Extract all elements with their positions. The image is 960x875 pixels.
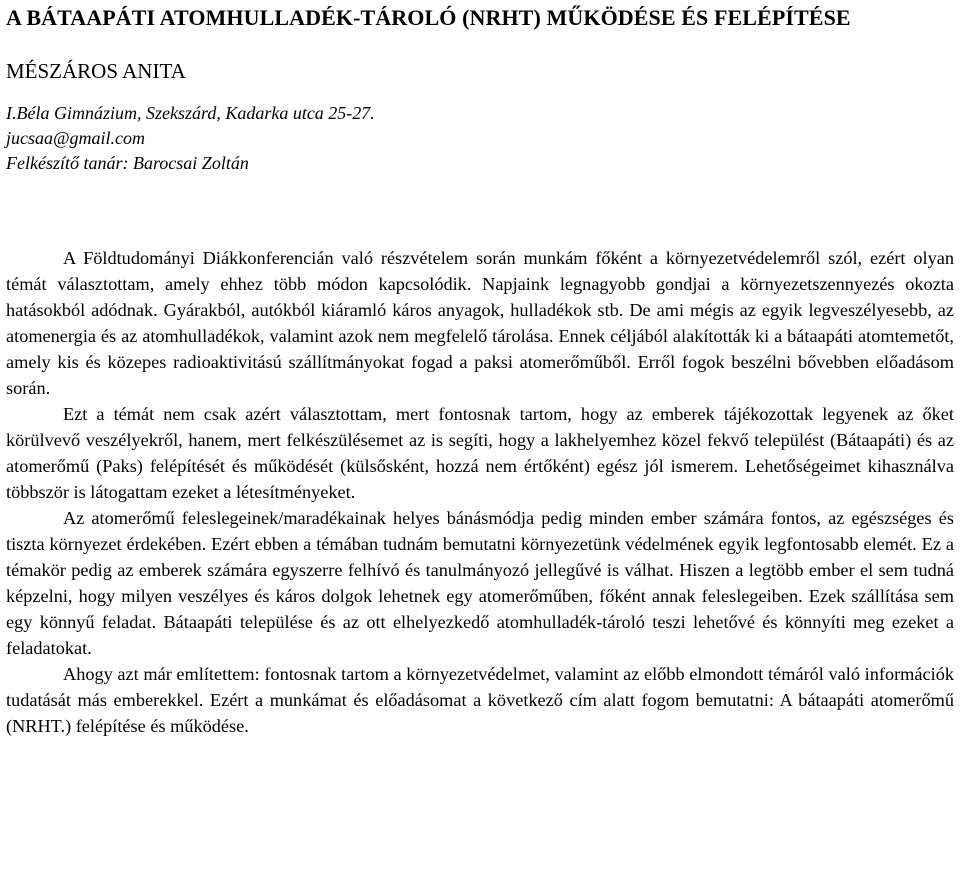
body-paragraph-3: Az atomerőmű feleslegeinek/maradékainak helyes bánásmódja pedig minden ember számára fontos, az egészséges és tiszta környezet érdekében. Ezért ebben a témában tudnám bemutatni környezetünk védelmének egyik legfontosabb elemét. Ez a témakör pedig az emberek számára egyszerre felhívó és tanulmányozó jellegűvé is válhat. Hiszen a legtöbb ember el sem tudná képzelni, hogy milyen veszélyes és káros dolgok lehetnek egy atomerőműben, főként annak feleslegeiben. Ezek szállítása sem egy könnyű feladat. Bátaapáti települése és az ott elhelyezkedő atomhulladék-tároló teszi lehetővé és könnyíti meg ezeket a feladatokat. [6, 508, 954, 658]
school-address: I.Béla Gimnázium, Szekszárd, Kadarka utca 25-27. [6, 103, 375, 123]
author-name: MÉSZÁROS ANITA [6, 59, 186, 83]
body-paragraph-4: Ahogy azt már említettem: fontosnak tartom a környezetvédelmet, valamint az előbb elmondott témáról való információk tudatását más emberekkel. Ezért a munkámat és előadásomat a következő cím alatt fogom bemutatni: A bátaapáti atomerőmű (NRHT.) felépítése és működése. [6, 664, 954, 736]
document-page [6, 4, 954, 739]
body-paragraph-1: A Földtudományi Diákkonferencián való részvételem során munkám főként a környezetvédelemről szól, ezért olyan témát választottam, amely ehhez több módon kapcsolódik. Napjaink legnagyobb gondjai a környezetszennyezés okozta hatásokból adódnak. Gyárakból, autókból kiáramló káros anyagok, hulladékok stb. De ami mégis az egyik legveszélyesebb, az atomenergia és az atomhulladékok, valamint azok nem megfelelő tárolása. Ennek céljából alakították ki a bátaapáti atomtemetőt, amely kis és közepes radioaktivitású szállítmányokat fogad a paksi atomerőműből. Erről fogok beszélni bővebben előadásom során. [6, 248, 954, 398]
author-affiliation [6, 101, 954, 176]
document-title: A BÁTAAPÁTI ATOMHULLADÉK-TÁROLÓ (NRHT) MŰKÖDÉSE ÉS FELÉPÍTÉSE [6, 5, 851, 30]
body-paragraph-2: Ezt a témát nem csak azért választottam, mert fontosnak tartom, hogy az emberek tájékozottak legyenek az őket körülvevő veszélyekről, hanem, mert felkészülésemet az is segíti, hogy a lakhelyemhez közel fekvő települést (Bátaapáti) és az atomerőmű (Paks) felépítését és működését (külsősként, hozzá nem értőként) egész jól ismerem. Lehetőségeimet kihasználva többször is látogattam ezeket a létesítményeket. [6, 404, 954, 502]
supervisor-line: Felkészítő tanár: Barocsai Zoltán [6, 153, 249, 173]
email-address: jucsaa@gmail.com [6, 128, 146, 148]
document-body [6, 245, 954, 739]
